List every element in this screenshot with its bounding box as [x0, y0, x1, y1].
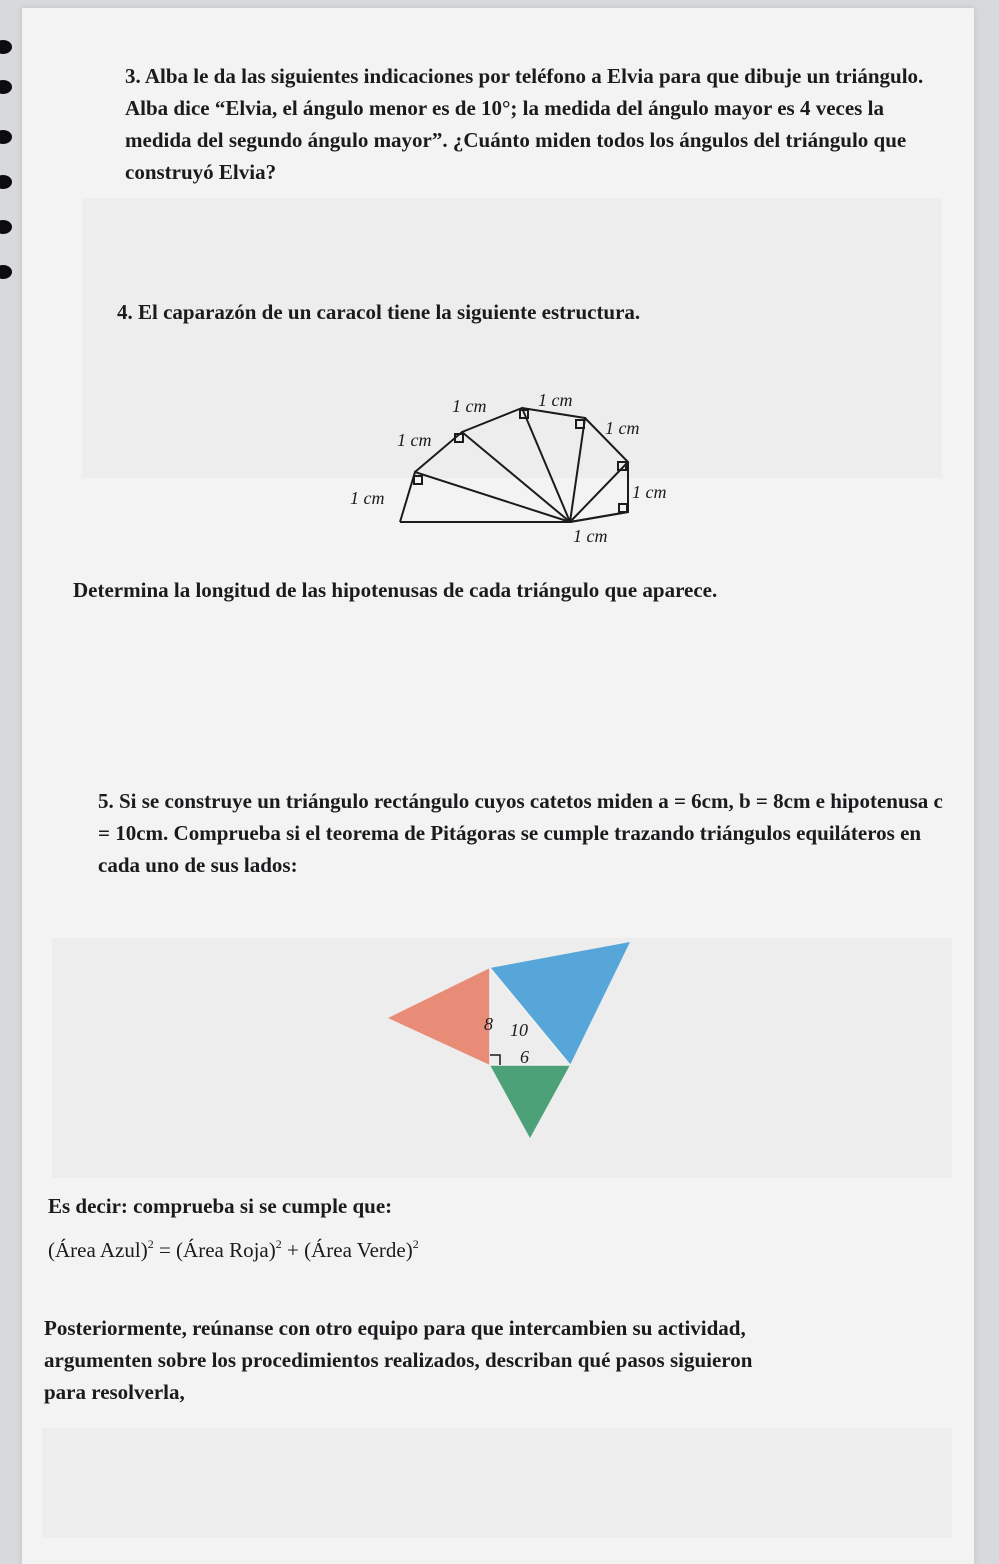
green-equilateral-triangle: [490, 1065, 570, 1138]
side-b-label: 8: [484, 1014, 493, 1034]
closing-line: argumenten sobre los procedimientos realizados, describan qué pasos siguieron: [44, 1348, 753, 1372]
leg-label: 1 cm: [632, 482, 667, 502]
problem-5-formula: [48, 1228, 948, 1266]
side-c-label: 10: [510, 1020, 528, 1040]
formula-plus: +: [281, 1238, 305, 1262]
formula-exponent: 2: [412, 1237, 419, 1251]
formula-equals: =: [153, 1238, 177, 1262]
problem-4-question: Determina la longitud de las hipotenusas de cada triángulo que aparece.: [73, 578, 718, 602]
binding-holes: [0, 30, 22, 330]
right-angle-marker: [414, 476, 422, 484]
problem-5-check-intro: Es decir: comprueba si se cumple que:: [48, 1194, 393, 1218]
problem-4-title: [117, 296, 947, 328]
problem-3-text: Alba le da las siguientes indicaciones por teléfono a Elvia para que dibuje un triángulo. Alba dice “Elvia, el ángulo menor es de 10°; la medida del ángulo mayor es 4 veces la medida del segundo ángulo mayor”. ¿Cuánto miden todos los ángulos del triángulo que construyó Elvia?: [125, 64, 924, 184]
formula-exponent: 2: [275, 1237, 282, 1251]
formula-red-area: (Área Roja): [176, 1238, 276, 1262]
leg-label: 1 cm: [573, 526, 608, 546]
problem-3: [125, 60, 955, 188]
leg-label: 1 cm: [452, 396, 487, 416]
blue-equilateral-triangle: [490, 942, 630, 1065]
formula-blue-area: (Área Azul): [48, 1238, 148, 1262]
binding-hole: [0, 265, 12, 279]
problem-4-text: El caparazón de un caracol tiene la siguiente estructura.: [138, 300, 641, 324]
binding-hole: [0, 130, 12, 144]
bleed-through-shadow: [42, 1428, 952, 1538]
right-angle-marker: [619, 504, 627, 512]
spiral-triangle-1: [400, 472, 570, 522]
right-angle-marker: [490, 1055, 500, 1065]
red-equilateral-triangle: [388, 968, 490, 1065]
spiral-triangle-2: [415, 432, 570, 522]
problem-5-text: Si se construye un triángulo rectángulo cuyos catetos miden a = 6cm, b = 8cm e hipotenusa c = 10cm. Comprueba si el teorema de Pitágoras se cumple trazando triángulos equiláteros en cada uno de sus lados:: [98, 789, 943, 877]
leg-label: 1 cm: [397, 430, 432, 450]
pythagoras-equilateral-figure: [380, 940, 640, 1160]
binding-hole: [0, 40, 12, 54]
problem-5-number: 5.: [98, 789, 114, 813]
leg-label: 1 cm: [350, 488, 385, 508]
closing-instructions: [44, 1312, 964, 1408]
formula-green-area: (Área Verde): [304, 1238, 413, 1262]
leg-label: 1 cm: [605, 418, 640, 438]
formula-exponent: 2: [147, 1237, 154, 1251]
binding-hole: [0, 175, 12, 189]
leg-label: 1 cm: [538, 390, 573, 410]
closing-line: Posteriormente, reúnanse con otro equipo para que intercambien su actividad,: [44, 1316, 746, 1340]
side-a-label: 6: [520, 1047, 529, 1067]
binding-hole: [0, 80, 12, 94]
closing-line: para resolverla,: [44, 1380, 185, 1404]
problem-4-number: 4.: [117, 300, 133, 324]
binding-hole: [0, 220, 12, 234]
snail-spiral-diagram: [340, 390, 700, 550]
problem-5: [98, 785, 958, 881]
problem-3-number: 3.: [125, 64, 141, 88]
